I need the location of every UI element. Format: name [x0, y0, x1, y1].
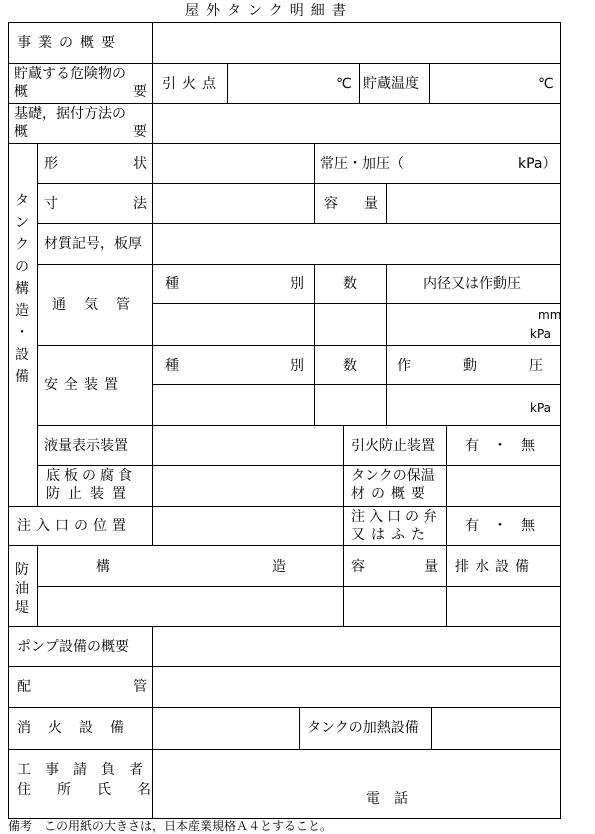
- fire-extinguishing-label: 消火設備: [17, 720, 141, 736]
- safety-kind-field[interactable]: [154, 386, 313, 424]
- storage-temp-label: 貯蔵温度: [363, 76, 419, 92]
- hazmat-outline-label-2: 概: [14, 84, 28, 100]
- safety-kind-label-2: 別: [290, 358, 304, 374]
- capacity-field[interactable]: [388, 185, 559, 222]
- phone-label: 電話: [366, 791, 422, 807]
- capacity-label-2: 量: [364, 196, 378, 212]
- vent-mm-unit: mm: [538, 308, 562, 322]
- dike-structure-label-2: 造: [272, 559, 286, 575]
- inlet-position-field[interactable]: [154, 508, 342, 544]
- vent-pipe-label: 通気管: [52, 297, 148, 313]
- vent-kpa-unit: kPa: [530, 327, 551, 341]
- oil-dike-side-label: 防 油 堤: [15, 562, 29, 616]
- flash-point-field[interactable]: [229, 65, 334, 102]
- flame-arrester-yes-no[interactable]: 有・無: [465, 438, 549, 454]
- vent-count-label: 数: [343, 276, 357, 292]
- shape-field[interactable]: [154, 145, 313, 182]
- fire-extinguishing-field[interactable]: [154, 709, 298, 748]
- foundation-field[interactable]: [154, 105, 559, 142]
- dike-capacity-field[interactable]: [345, 588, 445, 625]
- level-gauge-label: 液量表示装置: [44, 438, 128, 454]
- safety-pressure-label: 作動圧: [397, 358, 595, 374]
- pressure-label: 常圧・加圧（: [320, 156, 404, 172]
- dike-structure-label-1: 構: [96, 559, 110, 575]
- inlet-position-label: 注入口の位置: [17, 518, 131, 534]
- insulation-label-2: 材の概要: [351, 486, 431, 502]
- safety-count-label: 数: [343, 358, 357, 374]
- dike-drainage-field[interactable]: [448, 588, 559, 625]
- celsius-unit-2: ℃: [538, 76, 554, 92]
- dike-capacity-label-1: 容: [351, 559, 365, 575]
- vent-kind-field[interactable]: [154, 305, 313, 344]
- vent-diameter-field[interactable]: [388, 305, 528, 344]
- level-gauge-field[interactable]: [154, 427, 342, 464]
- insulation-label-1: タンクの保温: [351, 468, 435, 484]
- tank-structure-side-label: タ ン ク の 構 造 ・ 設 備: [15, 193, 29, 385]
- contractor-field[interactable]: [154, 751, 559, 817]
- pressure-field[interactable]: [414, 145, 514, 182]
- safety-pressure-field[interactable]: [388, 386, 528, 424]
- capacity-label-1: 容: [324, 196, 338, 212]
- contractor-label-2: 住所氏名: [17, 782, 177, 798]
- business-outline-field[interactable]: [154, 24, 559, 62]
- piping-label-1: 配: [17, 679, 31, 695]
- material-label: 材質記号，板厚: [44, 236, 142, 252]
- dike-drainage-label: 排水設備: [455, 559, 535, 575]
- bottom-corrosion-label-2: 防止装置: [46, 486, 134, 502]
- safety-count-field[interactable]: [316, 386, 385, 424]
- inlet-valve-label-2: 又はふた: [351, 527, 431, 543]
- inlet-valve-label-1: 注入口の弁: [351, 509, 441, 525]
- foundation-label-2: 概: [14, 124, 28, 140]
- vent-diameter-label: 内径又は作動圧: [423, 276, 521, 292]
- heating-field[interactable]: [433, 709, 559, 748]
- contractor-label-1: 工事請負者: [17, 762, 157, 778]
- flame-arrester-label: 引火防止装置: [351, 438, 435, 454]
- vent-kind-label-1: 種: [165, 276, 179, 292]
- hazmat-outline-label-1: 貯蔵する危険物の: [14, 66, 126, 82]
- pump-outline-label: ポンプ設備の概要: [17, 639, 129, 655]
- business-outline-label: 事業の概要: [17, 35, 122, 51]
- vent-kind-label-2: 別: [290, 276, 304, 292]
- pump-outline-field[interactable]: [154, 628, 559, 665]
- piping-field[interactable]: [154, 668, 559, 706]
- form-title: 屋外タンク明細書: [185, 3, 353, 19]
- bottom-corrosion-label-1: 底板の腐食: [46, 468, 136, 484]
- material-field[interactable]: [154, 225, 559, 263]
- celsius-unit-1: ℃: [336, 76, 352, 92]
- piping-label-2: 管: [133, 679, 147, 695]
- safety-kpa-unit: kPa: [530, 401, 551, 415]
- dimension-label-1: 寸: [44, 196, 58, 212]
- storage-temp-field[interactable]: [431, 65, 536, 102]
- shape-label-1: 形: [44, 156, 58, 172]
- inlet-valve-yes-no[interactable]: 有・無: [465, 518, 549, 534]
- footnote: 備考 この用紙の大きさは，日本産業規格Ａ４とすること。: [8, 819, 333, 833]
- dike-capacity-label-2: 量: [424, 559, 438, 575]
- foundation-label-3: 要: [133, 124, 147, 140]
- dimension-field[interactable]: [154, 185, 313, 222]
- safety-device-label: 安全装置: [44, 377, 124, 393]
- foundation-label-1: 基礎，据付方法の: [14, 106, 126, 122]
- insulation-field[interactable]: [448, 467, 559, 505]
- pressure-kpa-unit: kPa）: [518, 156, 557, 172]
- safety-kind-label-1: 種: [165, 358, 179, 374]
- bottom-corrosion-field[interactable]: [154, 467, 342, 505]
- dimension-label-2: 法: [133, 196, 147, 212]
- heating-label: タンクの加熱設備: [307, 720, 419, 736]
- flash-point-label: 引火点: [162, 76, 222, 92]
- dike-structure-field[interactable]: [39, 588, 342, 625]
- hazmat-outline-label-3: 要: [133, 84, 147, 100]
- shape-label-2: 状: [133, 156, 147, 172]
- vent-count-field[interactable]: [316, 305, 385, 344]
